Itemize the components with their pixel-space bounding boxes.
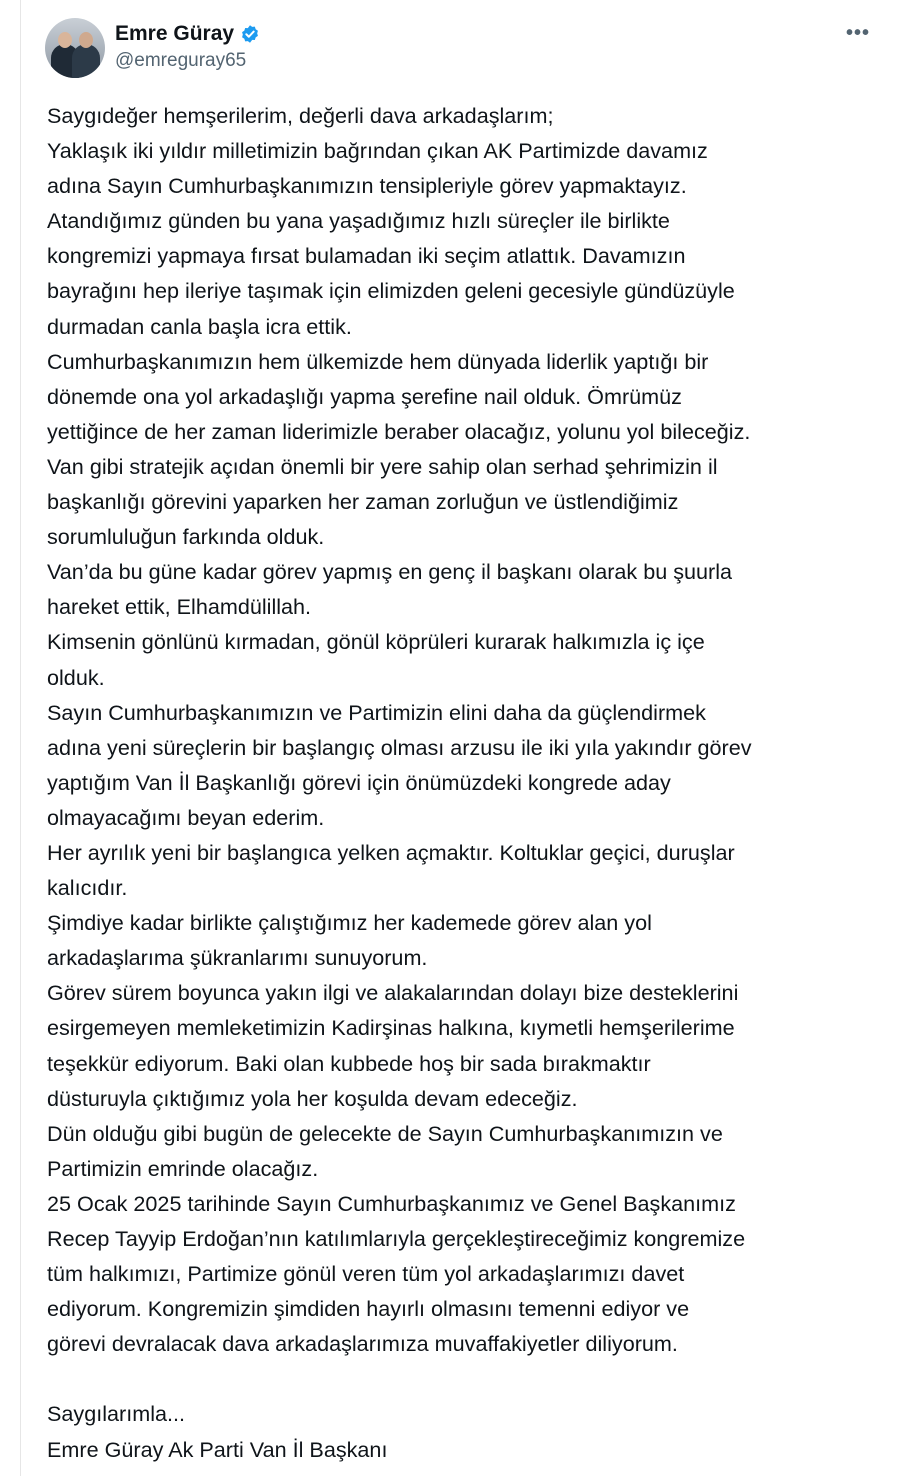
tweet-text-line: Partimizin emrinde olacağız. bbox=[47, 1155, 319, 1181]
tweet-text-line: Van’da bu güne kadar görev yapmış en genç il başkanı olarak bu şuurla bbox=[47, 559, 733, 585]
display-name-row bbox=[115, 20, 260, 48]
tweet-text-line: kalıcıdır. bbox=[47, 875, 128, 901]
author-handle[interactable]: @emreguray65 bbox=[115, 50, 247, 71]
tweet-blank-line bbox=[47, 1361, 885, 1396]
tweet-text-line: dönemde ona yol arkadaşlığı yapma şerefine nail olduk. Ömrümüz bbox=[47, 383, 682, 409]
tweet-text-line: Sayın Cumhurbaşkanımızın ve Partimizin elini daha da güçlendirmek bbox=[47, 699, 706, 725]
tweet-text-line: Van gibi stratejik açıdan önemli bir yere sahip olan serhad şehrimizin il bbox=[47, 453, 718, 479]
avatar-head-right bbox=[79, 32, 93, 48]
tweet-text-line: Dün olduğu gibi bugün de gelecekte de Sayın Cumhurbaşkanımızın ve bbox=[47, 1120, 723, 1146]
tweet-text bbox=[47, 98, 885, 1467]
tweet-text-line: esirgemeyen memleketimizin Kadirşinas halkına, kıymetli hemşerilerime bbox=[47, 1015, 735, 1041]
tweet-text-line: 25 Ocak 2025 tarihinde Sayın Cumhurbaşkanımız ve Genel Başkanımız bbox=[47, 1190, 736, 1216]
tweet-text-line: ediyorum. Kongremizin şimdiden hayırlı olmasını temenni ediyor ve bbox=[47, 1296, 690, 1322]
tweet-text-line: Kimsenin gönlünü kırmadan, gönül köprüleri kurarak halkımızla iç içe bbox=[47, 629, 705, 655]
tweet-text-line: adına Sayın Cumhurbaşkanımızın tensipleriyle görev yapmaktayız. bbox=[47, 173, 687, 199]
tweet-text-line: Recep Tayyip Erdoğan’nın katılımlarıyla gerçekleştireceğimiz kongremize bbox=[47, 1226, 746, 1251]
tweet-header bbox=[45, 18, 876, 82]
tweet-text-line: yettiğince de her zaman liderimizle beraber olacağız, yolunu yol bileceğiz. bbox=[47, 418, 751, 444]
tweet-text-line: yaptığım Van İl Başkanlığı görevi için önümüzdeki kongrede aday bbox=[47, 769, 671, 795]
tweet-text-line: olduk. bbox=[47, 664, 105, 690]
tweet-text-line: düsturuyla çıktığımız yola her koşulda devam edeceğiz. bbox=[47, 1085, 578, 1111]
author-info bbox=[115, 20, 260, 72]
tweet-text-line: arkadaşlarıma şükranlarımı sunuyorum. bbox=[47, 945, 428, 971]
tweet-text-line: sorumluluğun farkında olduk. bbox=[47, 524, 325, 550]
tweet-text-line: başkanlığı görevini yaparken her zaman zorluğun ve üstlendiğimiz bbox=[47, 489, 679, 515]
verified-badge-icon bbox=[240, 24, 260, 44]
tweet-text-line: Cumhurbaşkanımızın hem ülkemizde hem dünyada liderlik yaptığı bir bbox=[47, 348, 709, 374]
tweet-text-line: Yaklaşık iki yıldır milletimizin bağrından çıkan AK Partimizde davamız bbox=[47, 138, 708, 164]
tweet-text-line: bayrağını hep ileriye taşımak için elimizden geleni gecesiyle gündüzüyle bbox=[47, 278, 735, 304]
tweet-text-line: Saygıdeğer hemşerilerim, değerli dava arkadaşlarım; bbox=[47, 103, 554, 128]
tweet-text-line: Emre Güray Ak Parti Van İl Başkanı bbox=[47, 1436, 388, 1462]
tweet-text-line: adına yeni süreçlerin bir başlangıç olması arzusu ile iki yıla yakındır görev bbox=[47, 734, 752, 760]
tweet-text-line: olmayacağımı beyan ederim. bbox=[47, 804, 325, 830]
tweet-text-line: görevi devralacak dava arkadaşlarımıza muvaffakiyetler diliyorum. bbox=[47, 1331, 678, 1357]
tweet-text-line: teşekkür ediyorum. Baki olan kubbede hoş bir sada bırakmaktır bbox=[47, 1050, 651, 1076]
tweet-text-line: durmadan canla başla icra ettik. bbox=[47, 313, 352, 339]
tweet-card bbox=[20, 0, 896, 1476]
tweet-text-line: Görev sürem boyunca yakın ilgi ve alakalarından dolayı bize desteklerini bbox=[47, 980, 739, 1006]
tweet-text-line: Atandığımız günden bu yana yaşadığımız hızlı süreçler ile birlikte bbox=[47, 208, 670, 234]
tweet-text-line: Şimdiye kadar birlikte çalıştığımız her kademede görev alan yol bbox=[47, 910, 652, 936]
tweet-text-line: hareket ettik, Elhamdülillah. bbox=[47, 594, 312, 620]
tweet-text-line: kongremizi yapmaya fırsat bulamadan iki seçim atlattık. Davamızın bbox=[47, 243, 686, 269]
tweet-text-line: Her ayrılık yeni bir başlangıca yelken açmaktır. Koltuklar geçici, duruşlar bbox=[47, 839, 735, 865]
avatar-head-left bbox=[58, 32, 72, 48]
more-options-icon[interactable]: ••• bbox=[845, 22, 870, 44]
author-display-name[interactable]: Emre Güray bbox=[115, 22, 235, 45]
avatar-figure-right bbox=[72, 44, 100, 78]
tweet-text-line: Saygılarımla... bbox=[47, 1401, 186, 1427]
tweet-text-line: tüm halkımızı, Partimize gönül veren tüm yol arkadaşlarımızı davet bbox=[47, 1261, 685, 1287]
avatar[interactable] bbox=[45, 18, 105, 78]
